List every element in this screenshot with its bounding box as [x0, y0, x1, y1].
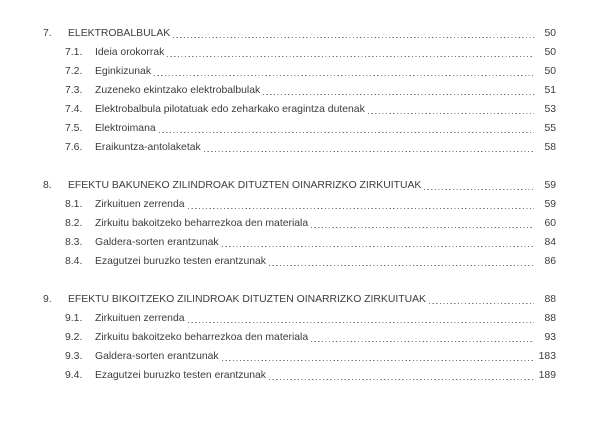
dot-leader: [269, 366, 534, 385]
entry-number: 8.1.: [65, 199, 83, 210]
toc-entry-row: [43, 138, 556, 157]
toc-entry-row: [43, 62, 556, 81]
entry-page-number: 88: [544, 313, 556, 324]
dot-leader: [263, 81, 534, 100]
entry-number: 8.2.: [65, 218, 83, 229]
entry-page-number: 93: [544, 332, 556, 343]
entry-page-number: 189: [538, 370, 556, 381]
section-title: EFEKTU BIKOITZEKO ZILINDROAK DITUZTEN OINARRIZKO ZIRKUITUAK: [68, 294, 426, 305]
entry-title: Zirkuituen zerrenda: [95, 199, 185, 210]
entry-page-number: 59: [544, 199, 556, 210]
entry-number: 7.1.: [65, 47, 83, 58]
entry-title: Ezagutzei buruzko testen erantzunak: [95, 256, 266, 267]
entry-number: 7.3.: [65, 85, 83, 96]
entry-page-number: 51: [544, 85, 556, 96]
toc-heading-row: [43, 290, 556, 309]
toc-entry-row: [43, 347, 556, 366]
entry-title: Eginkizunak: [95, 66, 152, 77]
toc-heading-row: [43, 176, 556, 195]
section-number: 8.: [43, 180, 52, 191]
toc-entry-row: [43, 252, 556, 271]
dot-leader: [222, 347, 534, 366]
dot-leader: [311, 328, 534, 347]
dot-leader: [222, 233, 534, 252]
entry-title: Ideia orokorrak: [95, 47, 165, 58]
section-page-number: 88: [544, 294, 556, 305]
entry-page-number: 86: [544, 256, 556, 267]
toc-entry-row: [43, 195, 556, 214]
dot-leader: [188, 309, 534, 328]
dot-leader: [368, 100, 534, 119]
entry-page-number: 58: [544, 142, 556, 153]
dot-leader: [188, 195, 534, 214]
entry-title: Zirkuituen zerrenda: [95, 313, 185, 324]
entry-page-number: 50: [544, 47, 556, 58]
entry-title: Zirkuitu bakoitzeko beharrezkoa den materiala: [95, 332, 309, 343]
section-number: 7.: [43, 28, 52, 39]
entry-title: Zuzeneko ekintzako elektrobalbulak: [95, 85, 261, 96]
entry-page-number: 84: [544, 237, 556, 248]
entry-number: 8.3.: [65, 237, 83, 248]
toc-entry-row: [43, 100, 556, 119]
entry-title: Zirkuitu bakoitzeko beharrezkoa den materiala: [95, 218, 309, 229]
dot-leader: [311, 214, 534, 233]
entry-page-number: 183: [538, 351, 556, 362]
section-number: 9.: [43, 294, 52, 305]
entry-page-number: 50: [544, 66, 556, 77]
dot-leader: [269, 252, 534, 271]
dot-leader: [159, 119, 534, 138]
dot-leader: [204, 138, 534, 157]
entry-page-number: 55: [544, 123, 556, 134]
entry-title: Elektrobalbula pilotatuak edo zeharkako eragintza dutenak: [95, 104, 365, 115]
entry-number: 7.5.: [65, 123, 83, 134]
toc-entry-row: [43, 309, 556, 328]
toc-entry-row: [43, 328, 556, 347]
toc-section-9: [43, 290, 556, 385]
entry-number: 9.1.: [65, 313, 83, 324]
dot-leader: [424, 176, 534, 195]
entry-number: 9.2.: [65, 332, 83, 343]
toc-entry-row: [43, 43, 556, 62]
entry-number: 7.6.: [65, 142, 83, 153]
toc-entry-row: [43, 366, 556, 385]
entry-number: 7.4.: [65, 104, 83, 115]
dot-leader: [154, 62, 534, 81]
entry-title: Galdera-sorten erantzunak: [95, 351, 219, 362]
dot-leader: [429, 290, 534, 309]
entry-number: 7.2.: [65, 66, 83, 77]
entry-page-number: 60: [544, 218, 556, 229]
toc-entry-row: [43, 119, 556, 138]
entry-title: Ezagutzei buruzko testen erantzunak: [95, 370, 266, 381]
section-title: EFEKTU BAKUNEKO ZILINDROAK DITUZTEN OINARRIZKO ZIRKUITUAK: [68, 180, 422, 191]
entry-title: Elektroimana: [95, 123, 156, 134]
toc-entry-row: [43, 81, 556, 100]
section-page-number: 50: [544, 28, 556, 39]
toc-entry-row: [43, 214, 556, 233]
entry-number: 9.3.: [65, 351, 83, 362]
entry-title: Eraikuntza-antolaketak: [95, 142, 201, 153]
dot-leader: [167, 43, 534, 62]
dot-leader: [173, 24, 534, 43]
section-page-number: 59: [544, 180, 556, 191]
entry-page-number: 53: [544, 104, 556, 115]
toc-section-7: [43, 24, 556, 157]
section-title: ELEKTROBALBULAK: [68, 28, 171, 39]
entry-number: 9.4.: [65, 370, 83, 381]
entry-title: Galdera-sorten erantzunak: [95, 237, 219, 248]
toc-section-8: [43, 176, 556, 271]
entry-number: 8.4.: [65, 256, 83, 267]
toc-entry-row: [43, 233, 556, 252]
toc-heading-row: [43, 24, 556, 43]
